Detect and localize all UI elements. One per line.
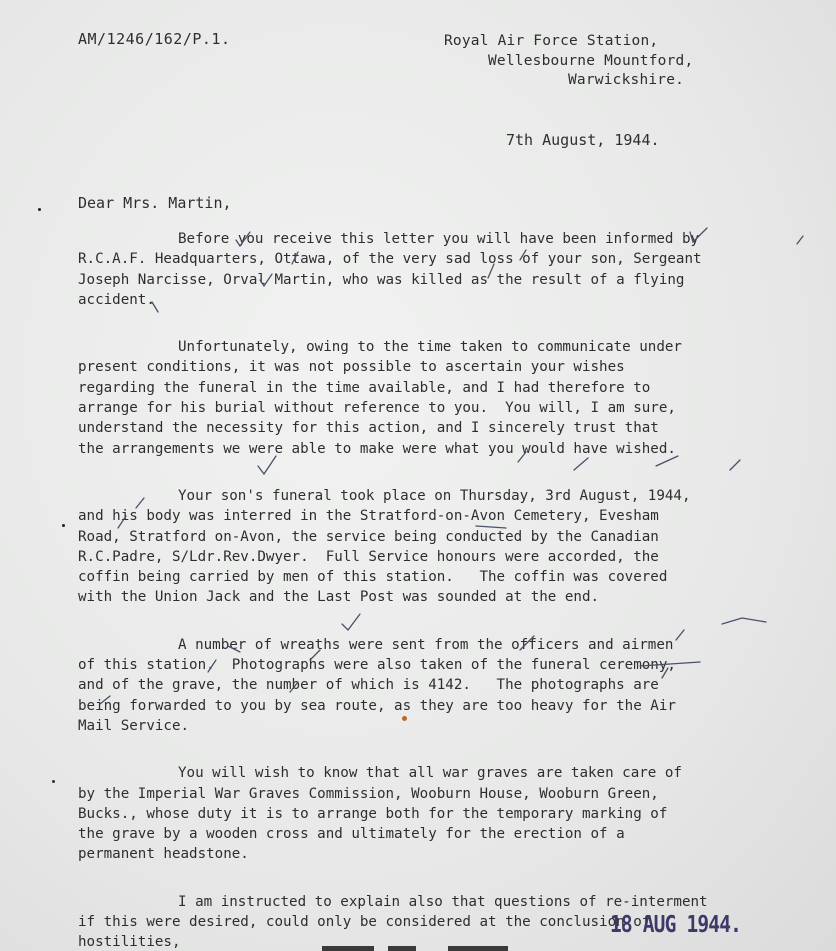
file-reference: AM/1246/162/P.1. <box>78 30 231 48</box>
page-edge-mark <box>388 946 416 951</box>
ink-speck <box>402 716 407 721</box>
text-line: arrange for his burial without reference to you. You will, I am sure, <box>78 400 676 417</box>
sender-address <box>444 32 693 91</box>
paragraph <box>78 337 798 459</box>
ink-speck <box>52 780 55 783</box>
text-line: the arrangements we were able to make were what you would have wished. <box>78 440 676 457</box>
text-line: being forwarded to you by sea route, as they are too heavy for the Air <box>78 697 676 714</box>
text-line: hostilities, <box>78 934 181 951</box>
paragraph <box>78 229 798 310</box>
text-line: coffin being carried by men of this station. The coffin was covered <box>78 569 668 586</box>
text-line: You will wish to know that all war graves are taken care of <box>178 765 682 782</box>
text-line: understand the necessity for this action, and I sincerely trust that <box>78 420 659 437</box>
text-line: by the Imperial War Graves Commission, Wooburn House, Wooburn Green, <box>78 785 659 802</box>
text-line: R.C.A.F. Headquarters, Ottawa, of the very sad loss of your son, Sergeant <box>78 251 702 268</box>
received-date-stamp: 18 AUG 1944. <box>610 912 742 938</box>
text-line: I am instructed to explain also that questions of re-interment <box>178 893 708 910</box>
letter-body <box>78 229 798 951</box>
text-line: and of the grave, the number of which is 4142. The photographs are <box>78 677 659 694</box>
text-line: of this station. Photographs were also taken of the funeral ceremony, <box>78 657 676 674</box>
text-line: with the Union Jack and the Last Post was sounded at the end. <box>78 589 600 606</box>
text-line: if this were desired, could only be considered at the conclusion of <box>78 914 651 931</box>
text-line: regarding the funeral in the time available, and I had therefore to <box>78 379 651 396</box>
text-line: present conditions, it was not possible to ascertain your wishes <box>78 359 625 376</box>
text-line: and his body was interred in the Stratford-on-Avon Cemetery, Evesham <box>78 508 659 525</box>
text-line: the grave by a wooden cross and ultimately for the erection of a <box>78 826 625 843</box>
page-edge-mark <box>322 946 374 951</box>
paragraph <box>78 763 798 864</box>
text-line: Road, Stratford on-Avon, the service being conducted by the Canadian <box>78 528 659 545</box>
text-line: Your son's funeral took place on Thursday, 3rd August, 1944, <box>178 487 691 504</box>
paragraph <box>78 635 798 736</box>
ink-speck <box>62 524 65 527</box>
address-line: Royal Air Force Station, <box>444 33 659 49</box>
text-line: Unfortunately, owing to the time taken to communicate under <box>178 339 682 356</box>
page-edge-mark <box>448 946 508 951</box>
text-line: Mail Service. <box>78 717 190 734</box>
text-line: Bucks., whose duty it is to arrange both for the temporary marking of <box>78 805 668 822</box>
text-line: permanent headstone. <box>78 846 249 863</box>
text-line: accident. <box>78 291 155 308</box>
text-line: Joseph Narcisse, Orval Martin, who was killed as the result of a flying <box>78 271 685 288</box>
text-line: A number of wreaths were sent from the officers and airmen <box>178 636 674 653</box>
letter-date: 7th August, 1944. <box>506 131 660 149</box>
address-line: Warwickshire. <box>568 72 685 88</box>
text-line: R.C.Padre, S/Ldr.Rev.Dwyer. Full Service honours were accorded, the <box>78 548 659 565</box>
ink-speck <box>38 208 41 211</box>
address-line: Wellesbourne Mountford, <box>488 52 694 69</box>
text-line: Before you receive this letter you will have been informed by <box>178 231 700 247</box>
paragraph <box>78 486 798 608</box>
salutation: Dear Mrs. Martin, <box>78 194 232 212</box>
